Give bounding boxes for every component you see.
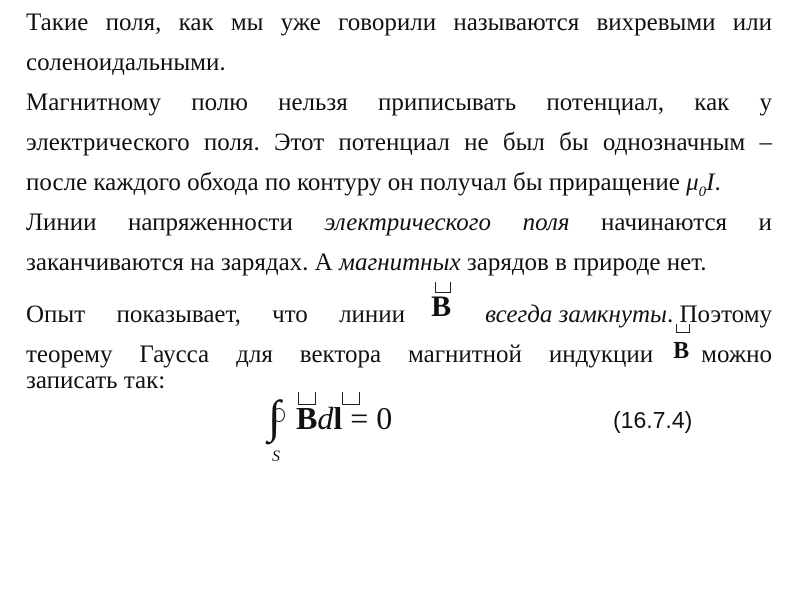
text-line-6 bbox=[26, 208, 772, 238]
text-line-3 bbox=[26, 88, 772, 118]
word: потенциал bbox=[338, 129, 450, 156]
word: потенциал, bbox=[546, 89, 665, 116]
word: магнитной bbox=[408, 341, 522, 368]
vector-letter: B bbox=[431, 290, 452, 323]
word: для bbox=[236, 341, 273, 368]
word: что bbox=[272, 301, 308, 328]
mu-letter: μ bbox=[686, 169, 699, 196]
word: поля. bbox=[203, 129, 260, 156]
word: нельзя bbox=[278, 89, 348, 116]
text-span: соленоидальными. bbox=[26, 49, 226, 76]
word: вихревыми bbox=[596, 9, 716, 36]
closed-surface-circle-icon bbox=[273, 408, 285, 422]
differential-d: d bbox=[317, 400, 334, 436]
vector-letter: B bbox=[673, 338, 690, 364]
word: начинаются bbox=[600, 209, 728, 236]
vector-arrow-mark bbox=[676, 324, 690, 333]
text-line-7 bbox=[26, 248, 772, 278]
word: можно bbox=[701, 341, 773, 368]
word: говорили bbox=[338, 9, 437, 36]
word: электрического bbox=[324, 209, 492, 236]
mu-subscript: 0 bbox=[698, 184, 707, 200]
word: напряженности bbox=[127, 209, 293, 236]
word: линии bbox=[339, 301, 406, 328]
word: вектора bbox=[299, 341, 382, 368]
word: электрического bbox=[26, 129, 190, 156]
word: уже bbox=[280, 9, 321, 36]
word: Такие bbox=[26, 9, 89, 36]
formula-expression bbox=[296, 398, 392, 438]
word: Опыт bbox=[26, 301, 86, 328]
italic-phrase: всегда замкнуты bbox=[485, 301, 667, 328]
word: бы bbox=[559, 129, 589, 156]
period: . bbox=[714, 169, 721, 196]
vector-b-symbol-small bbox=[671, 328, 697, 362]
word: мы bbox=[230, 9, 264, 36]
text-line-9 bbox=[26, 328, 772, 370]
vector-b-symbol bbox=[429, 288, 459, 322]
word: был bbox=[502, 129, 545, 156]
gauss-law-formula bbox=[268, 388, 468, 478]
word: или bbox=[732, 9, 772, 36]
text-span: заканчиваются на зарядах. А bbox=[26, 249, 339, 276]
text-line-4 bbox=[26, 128, 772, 158]
text-span: после каждого обхода по контуру он получал бы приращение bbox=[26, 169, 687, 196]
word: – bbox=[759, 129, 772, 156]
word: и bbox=[758, 209, 772, 236]
word: называются bbox=[453, 9, 580, 36]
word: приписывать bbox=[378, 89, 517, 116]
text-line-5 bbox=[26, 168, 772, 207]
word: индукции bbox=[548, 341, 654, 368]
word: Этот bbox=[273, 129, 325, 156]
current-symbol: I bbox=[706, 169, 715, 196]
vector-arrow-mark bbox=[298, 392, 316, 405]
equation-number: (16.7.4) bbox=[613, 407, 693, 433]
vector-b: B bbox=[296, 400, 318, 436]
text-span: магнитных bbox=[338, 249, 461, 276]
word: у bbox=[759, 89, 772, 116]
word: поля, bbox=[105, 9, 162, 36]
word: как bbox=[178, 9, 214, 36]
text-line-2 bbox=[26, 48, 772, 78]
word: показывает, bbox=[116, 301, 241, 328]
word: теорему bbox=[26, 341, 113, 368]
text-line-8 bbox=[26, 288, 772, 330]
word: Линии bbox=[26, 209, 97, 236]
word: не bbox=[464, 129, 489, 156]
text-line-1 bbox=[26, 8, 772, 38]
word: поля bbox=[522, 209, 570, 236]
equals-zero: = 0 bbox=[342, 400, 393, 436]
integral-sign: ∫ bbox=[268, 391, 281, 442]
word: . Поэтому bbox=[666, 301, 773, 328]
word: однозначным bbox=[602, 129, 746, 156]
integral-subscript: S bbox=[272, 448, 280, 465]
word: Гаусса bbox=[139, 341, 210, 368]
word: Магнитному bbox=[26, 89, 161, 116]
text-span: записать так: bbox=[26, 367, 166, 394]
word: как bbox=[694, 89, 730, 116]
mu-symbol bbox=[686, 169, 707, 200]
vector-l: l bbox=[333, 400, 343, 436]
vector-arrow-mark bbox=[342, 392, 360, 405]
word: полю bbox=[191, 89, 248, 116]
text-span: зарядов в природе нет. bbox=[460, 249, 707, 276]
